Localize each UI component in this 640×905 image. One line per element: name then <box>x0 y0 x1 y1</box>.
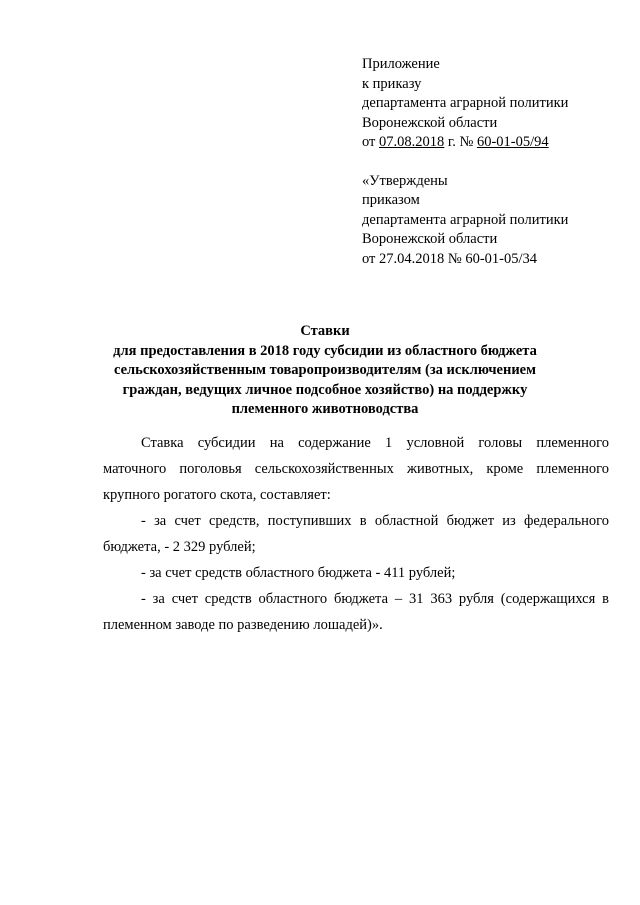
approved-department: департамента аграрной политики <box>362 211 569 228</box>
item3-line-2: племенном заводе по разведению лошадей)». <box>103 617 383 633</box>
title-line-5: племенного животноводства <box>231 401 419 417</box>
appendix-date-line <box>362 133 632 153</box>
list-item-federal <box>103 508 609 560</box>
title-line-3: сельскохозяйственным товаропроизводителям (за исключением <box>113 362 536 378</box>
approved-label: «Утверждены <box>362 172 448 189</box>
title-heading: Ставки <box>300 323 350 339</box>
appendix-department: департамента аграрной политики <box>362 95 569 111</box>
document-title <box>100 322 550 420</box>
item2-line-1: - за счет средств областного бюджета - 411 рублей; <box>141 565 456 581</box>
list-item-regional <box>103 560 609 586</box>
appendix-date-prefix: от <box>362 134 380 150</box>
appendix-region: Воронежской области <box>362 114 498 131</box>
item1-line-1: - за счет средств, поступивших в областной бюджет из федерального <box>141 513 609 529</box>
approved-by-order: приказом <box>362 192 420 208</box>
intro-line-1: Ставка субсидии на содержание 1 условной головы племенного <box>141 435 609 451</box>
item1-line-2: бюджета, - 2 329 рублей; <box>103 539 256 555</box>
approved-region: Воронежской области <box>362 231 498 247</box>
appendix-order-ref: к приказу <box>362 75 422 92</box>
title-line-4: граждан, ведущих личное подсобное хозяйство) на поддержку <box>122 381 528 398</box>
approved-date-number: от 27.04.2018 № 60-01-05/34 <box>362 250 538 267</box>
appendix-label: Приложение <box>362 56 440 72</box>
title-line-2: для предоставления в 2018 году субсидии из областного бюджета <box>113 342 537 359</box>
header-block <box>362 55 632 269</box>
document-body <box>103 430 609 638</box>
item3-line-1: - за счет средств областного бюджета – 31 363 рубля (содержащихся в <box>141 591 609 607</box>
list-item-horses <box>103 586 609 638</box>
appendix-date: 07.08.2018 <box>379 134 445 150</box>
intro-line-3: крупного рогатого скота, составляет: <box>103 487 331 503</box>
appendix-date-mid: г. № <box>444 134 477 150</box>
intro-line-2: маточного поголовья сельскохозяйственных животных, кроме племенного <box>103 461 609 477</box>
intro-paragraph <box>103 430 609 508</box>
appendix-number: 60-01-05/94 <box>476 134 549 150</box>
